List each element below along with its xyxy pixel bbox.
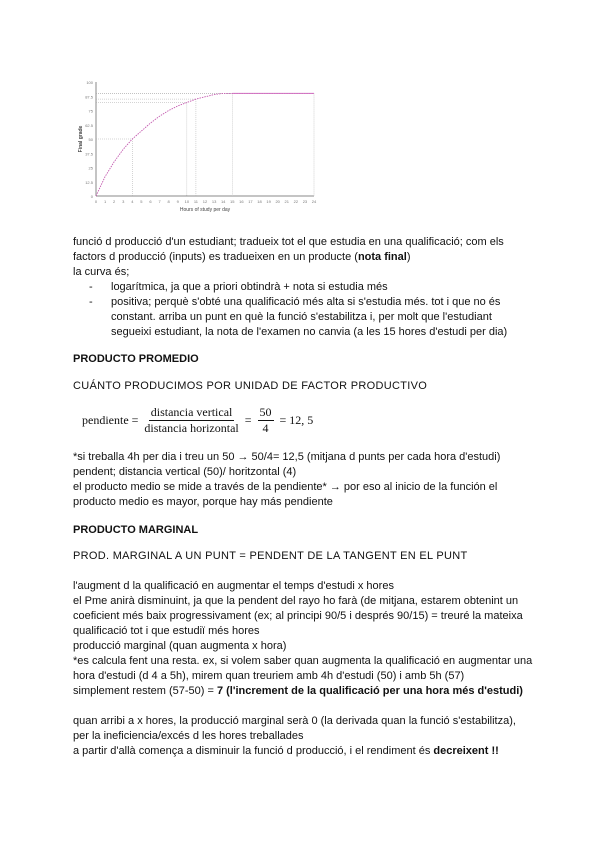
x-tick-label: 10 — [184, 199, 190, 204]
text-line: el Pme anirà disminuint, ja que la pendent del rayo ho farà (de mitjana, estarem obtenint un coeficient més baix progressivament (ex; al principi 90/5 i després 90/15) = treuré la mateixa qualificació tot i que estudiï més hores — [73, 595, 523, 637]
intro-end: ) — [406, 251, 411, 263]
intro-line-1: funció d producció d'un estudiant; tradueix tot el que estudia en una qualificació; com els — [73, 236, 504, 248]
fraction — [144, 405, 238, 436]
text-line: simplement restem (57-50) = — [73, 685, 217, 697]
y-tick-label: 37.5 — [85, 151, 93, 157]
curve-list — [73, 280, 533, 340]
y-tick-label: 100 — [86, 80, 93, 85]
subheading-promedio: CUÁNTO PRODUCIMOS POR UNIDAD DE FACTOR PRODUCTIVO — [73, 380, 428, 392]
formula-lhs: pendiente = — [82, 413, 139, 427]
production-function-chart — [74, 74, 324, 218]
text-line: el producto medio se mide a través de la pendiente* → por eso al inicio de la función el producto medio es mayor, porque hay más pendiente — [73, 481, 498, 508]
bold-text: 7 (l'increment de la qualificació per una hora més d'estudi) — [216, 685, 523, 697]
x-tick-label: 23 — [302, 199, 308, 204]
text-line: *es calcula fent una resta. ex, si volem saber quan augmenta la qualificació en augmentar una hora d'estudi (d 4 a 5h), mirem quan treuriem amb 4h d'estudi (50) i amb 5h (57) — [73, 655, 533, 682]
x-tick-label: 19 — [266, 199, 271, 204]
x-tick-label: 15 — [230, 199, 235, 204]
y-tick-label: 12.5 — [85, 179, 93, 185]
promedio-section — [73, 450, 533, 510]
text-line: producció marginal (quan augmenta x hora) — [73, 640, 287, 652]
final-section — [73, 714, 533, 759]
y-tick-label: 87.5 — [85, 94, 93, 100]
text-line: *si treballa 4h per dia i treu un 50 → 50/4= 12,5 (mitjana d punts per cada hora d'estudi) — [73, 451, 501, 463]
x-tick-label: 5 — [140, 199, 143, 204]
x-tick-label: 4 — [131, 199, 134, 204]
y-tick-label: 25 — [88, 165, 93, 171]
formula-result: = 12, 5 — [279, 413, 314, 427]
x-tick-label: 24 — [311, 199, 317, 204]
x-tick-label: 20 — [275, 199, 280, 204]
bold-text: decreixent !! — [433, 745, 499, 757]
x-tick-label: 14 — [220, 199, 226, 204]
numerator: distancia vertical — [150, 405, 233, 419]
list-item: - logarítmica, ja que a priori obtindrà + nota si estudia més — [111, 280, 533, 295]
x-tick-label: 11 — [193, 199, 198, 204]
x-tick-label: 16 — [239, 199, 244, 204]
y-tick-label: 0 — [90, 194, 93, 199]
marginal-section — [73, 579, 533, 699]
text-line: l'augment d la qualificació en augmentar el temps d'estudi x hores — [73, 580, 394, 592]
text-line: pendent; distancia vertical (50)/ horitzontal (4) — [73, 466, 297, 478]
y-tick-label: 50 — [88, 137, 93, 142]
x-tick-label: 21 — [284, 199, 289, 204]
heading-promedio: PRODUCTO PROMEDIO — [73, 353, 199, 365]
series-line — [96, 93, 314, 196]
slope-formula — [82, 405, 313, 436]
x-tick-label: 17 — [248, 199, 253, 204]
x-tick-label: 8 — [167, 199, 170, 204]
list-item: - positiva; perquè s'obté una qualificació més alta si s'estudia més. tot i que no és constant. arriba un punt en què la funció s'estabilitza i, per molt que l'estudiant segueixi estudiant, la nota de l'examen no canvia (a les 15 hores d'estudi per dia) — [111, 295, 533, 340]
intro-section — [73, 235, 533, 340]
x-tick-label: 22 — [293, 199, 299, 204]
x-tick-label: 3 — [122, 199, 125, 204]
intro-line-2: factors d producció (inputs) es tradueixen en un producte ( — [73, 251, 358, 263]
x-tick-label: 13 — [211, 199, 217, 204]
intro-bold: nota final — [357, 251, 407, 263]
heading-marginal: PRODUCTO MARGINAL — [73, 524, 199, 536]
equals: = — [244, 413, 252, 427]
denominator-value: 4 — [262, 421, 269, 435]
text-line: a partir d'allà comença a disminuir la funció d producció, i el rendiment és — [73, 745, 434, 757]
x-tick-label: 2 — [113, 199, 116, 204]
x-tick-label: 1 — [103, 199, 107, 204]
numerator-value: 50 — [259, 405, 272, 419]
subheading-marginal: PROD. MARGINAL A UN PUNT = PENDENT DE LA TANGENT EN EL PUNT — [73, 550, 468, 562]
fraction-values — [258, 405, 274, 436]
x-tick-label: 9 — [176, 199, 179, 204]
x-tick-label: 12 — [202, 199, 208, 204]
denominator: distancia horizontal — [144, 421, 239, 435]
x-tick-label: 0 — [94, 199, 98, 204]
y-axis-label: Final grade — [78, 125, 84, 153]
x-axis-label: Hours of study per day — [179, 207, 231, 213]
text-line: quan arribi a x hores, la producció marginal serà 0 (la derivada quan la funció s'estabilitza), per la ineficiencia/excés d les hores treballades — [73, 715, 516, 742]
y-tick-label: 62.5 — [85, 122, 93, 128]
x-tick-label: 18 — [257, 199, 262, 204]
y-tick-label: 75 — [88, 108, 93, 114]
x-tick-label: 6 — [149, 199, 152, 204]
x-tick-label: 7 — [158, 199, 161, 204]
curve-intro: la curva és; — [73, 266, 130, 278]
